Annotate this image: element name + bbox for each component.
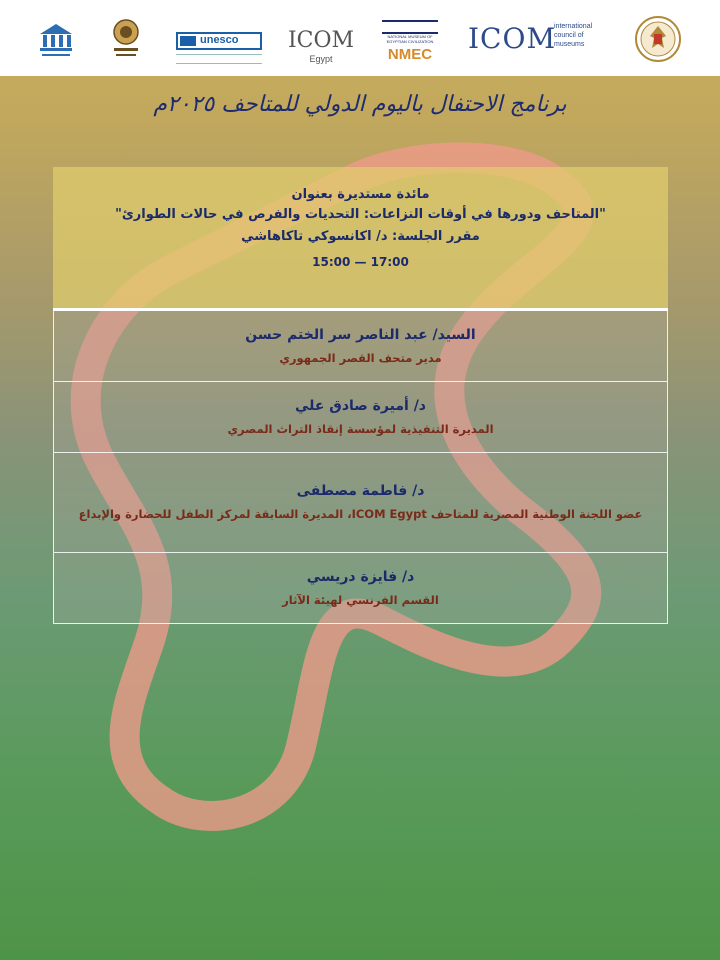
nmec-logo (378, 14, 442, 64)
icom-international-subtext: international council of museums (554, 23, 593, 48)
egypt-eagle-logo (630, 14, 686, 64)
speaker-role: المديرة التنفيذية لمؤسسة إنقاذ التراث المصري (227, 422, 494, 436)
icom-international-logo (468, 14, 608, 64)
session-type: مائدة مستديرة بعنوان (291, 187, 430, 202)
icom-egypt-logo (286, 14, 356, 64)
unesco-logo (176, 14, 262, 64)
icom-international-wordmark: ICOM (468, 22, 557, 55)
speaker-name: د/ أميرة صادق علي (294, 398, 426, 414)
ministry-logo (108, 14, 144, 64)
icom-egypt-wordmark: ICOM (287, 28, 355, 53)
logo-bar (0, 0, 720, 76)
session-chair: مقرر الجلسة: د/ اكانسوكي تاكاهاشي (241, 229, 480, 244)
session-topic: "المتاحف ودورها في أوقات النزاعات: التحديات والفرص في حالات الطوارئ" (115, 207, 606, 222)
icom-egypt-subtext: Egypt (309, 54, 333, 64)
unesco-banner (176, 32, 262, 50)
nmec-subtext: NATIONAL MUSEUM OF EGYPTIAN CIVILIZATION (386, 34, 434, 44)
unesco-caption-lines (176, 54, 262, 64)
nmec-arabic-mark (382, 20, 438, 34)
session-time: 15:00 — 17:00 (312, 255, 409, 269)
speaker-role: مدير متحف القصر الجمهوري (279, 351, 442, 365)
speaker-name: د/ فاطمة مصطفى (296, 483, 425, 499)
nmec-wordmark: NMEC (387, 46, 433, 63)
speaker-row (53, 311, 668, 382)
speaker-row (53, 382, 668, 453)
speaker-name: د/ فايزة دريسي (306, 569, 415, 585)
speaker-name: السيد/ عبد الناصر سر الختم حسن (245, 327, 476, 343)
unesco-wordmark: unesco (200, 34, 239, 46)
program-table (53, 167, 668, 624)
session-header (53, 167, 668, 311)
speaker-row (53, 453, 668, 553)
page-title: برنامج الاحتفال باليوم الدولي للمتاحف ٢٠٢٥م (153, 92, 567, 117)
speaker-row (53, 553, 668, 624)
speaker-role: القسم الفرنسي لهيئة الآثار (282, 593, 439, 607)
museum-logo (34, 14, 78, 64)
unesco-temple-icon (180, 36, 196, 46)
speaker-role: عضو اللجنة الوطنية المصرية للمتاحف ICOM Egypt، المديرة السابقة لمركز الطفل للحضارة والإبداع (78, 507, 643, 521)
